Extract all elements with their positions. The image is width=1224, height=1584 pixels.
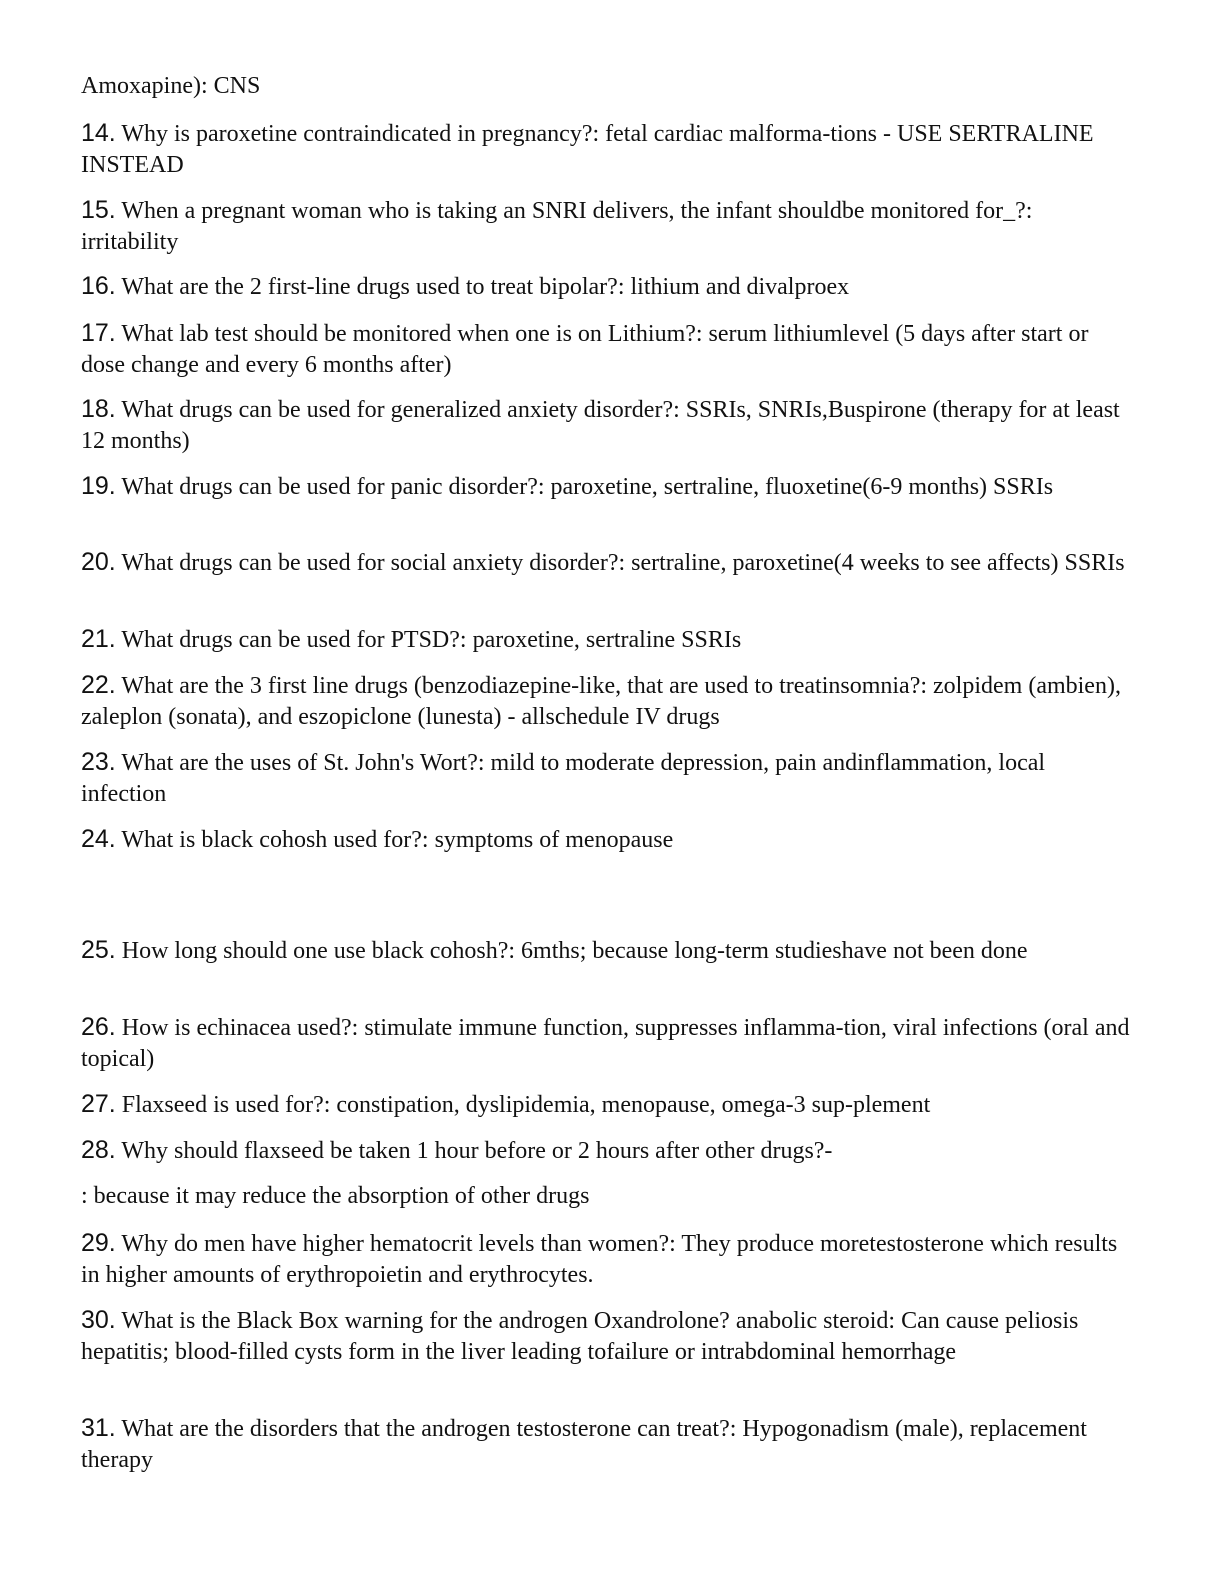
item-text: Flaxseed is used for?: constipation, dyslipidemia, menopause, omega-3 sup-plement xyxy=(115,1092,931,1118)
list-item xyxy=(81,1413,1134,1476)
list-item xyxy=(81,824,1134,856)
list-item xyxy=(81,1089,1134,1121)
item-text: When a pregnant woman who is taking an SNRI delivers, the infant shouldbe monitored for_?: irritability xyxy=(81,198,1033,255)
list-item xyxy=(81,195,1134,258)
list-item xyxy=(81,547,1134,579)
list-item xyxy=(81,1135,1134,1167)
item-text: What are the disorders that the androgen testosterone can treat?: Hypogonadism (male), replacement therapy xyxy=(81,1416,1087,1473)
list-item xyxy=(81,670,1134,733)
item-number: 31. xyxy=(81,1414,116,1442)
list-item xyxy=(81,935,1134,967)
item-text: What drugs can be used for generalized anxiety disorder?: SSRIs, SNRIs,Buspirone (therapy for at least 12 months) xyxy=(81,397,1120,454)
item-text: What drugs can be used for social anxiety disorder?: sertraline, paroxetine(4 weeks to see affects) SSRIs xyxy=(115,550,1125,576)
item-text: What are the uses of St. John's Wort?: mild to moderate depression, pain andinflammation, local infection xyxy=(81,750,1046,807)
item-number: 27. xyxy=(81,1090,116,1118)
item-number: 15. xyxy=(81,196,116,224)
item-number: 20. xyxy=(81,548,116,576)
item-text: Why should flaxseed be taken 1 hour before or 2 hours after other drugs?- xyxy=(115,1138,833,1164)
item-number: 14. xyxy=(81,119,116,147)
item-number: 24. xyxy=(81,825,116,853)
item-number: 21. xyxy=(81,625,116,653)
list-item xyxy=(81,747,1134,810)
item-text: What are the 3 first line drugs (benzodiazepine-like, that are used to treatinsomnia?: zolpidem (ambien), zaleplon (sonata), and eszopiclone (lunesta) - allschedule IV drugs xyxy=(81,673,1121,730)
list-item xyxy=(81,71,1134,102)
item-text: What drugs can be used for PTSD?: paroxetine, sertraline SSRIs xyxy=(115,627,742,653)
list-item xyxy=(81,624,1134,656)
item-text: What are the 2 first-line drugs used to treat bipolar?: lithium and divalproex xyxy=(115,274,850,300)
item-number: 17. xyxy=(81,319,116,347)
item-number: 22. xyxy=(81,671,116,699)
list-item xyxy=(81,471,1134,503)
item-text: What drugs can be used for panic disorder?: paroxetine, sertraline, fluoxetine(6-9 months) SSRIs xyxy=(115,474,1054,500)
item-text: What is black cohosh used for?: symptoms of menopause xyxy=(115,827,674,853)
item-number: 26. xyxy=(81,1013,116,1041)
item-number: 23. xyxy=(81,748,116,776)
item-text: Why is paroxetine contraindicated in pregnancy?: fetal cardiac malforma-tions - USE SERTRALINE INSTEAD xyxy=(81,121,1094,178)
item-text: How is echinacea used?: stimulate immune function, suppresses inflamma-tion, viral infections (oral and topical) xyxy=(81,1015,1130,1072)
item-number: 19. xyxy=(81,472,116,500)
list-item xyxy=(81,118,1134,181)
item-text: What is the Black Box warning for the androgen Oxandrolone? anabolic steroid: Can cause peliosis hepatitis; blood-filled cysts form in the liver leading tofailure or intrabdominal hemorrhage xyxy=(81,1308,1079,1365)
list-item xyxy=(81,1181,1134,1212)
item-number: 30. xyxy=(81,1306,116,1334)
item-text: Why do men have higher hematocrit levels than women?: They produce moretestosterone which results in higher amounts of erythropoietin and erythrocytes. xyxy=(81,1231,1118,1288)
item-number: 29. xyxy=(81,1229,116,1257)
list-item xyxy=(81,318,1134,381)
item-number: 28. xyxy=(81,1136,116,1164)
item-number: 16. xyxy=(81,272,116,300)
list-item xyxy=(81,1228,1134,1291)
item-text: What lab test should be monitored when one is on Lithium?: serum lithiumlevel (5 days after start or dose change and every 6 months after) xyxy=(81,321,1089,378)
list-item xyxy=(81,271,1134,303)
item-text: How long should one use black cohosh?: 6mths; because long-term studieshave not been done xyxy=(115,938,1028,964)
item-number: 25. xyxy=(81,936,116,964)
list-item xyxy=(81,394,1134,457)
list-item xyxy=(81,1305,1134,1368)
item-text: Amoxapine): CNS xyxy=(81,73,261,99)
item-text: : because it may reduce the absorption of other drugs xyxy=(81,1183,590,1209)
list-item xyxy=(81,1012,1134,1075)
item-number: 18. xyxy=(81,395,116,423)
